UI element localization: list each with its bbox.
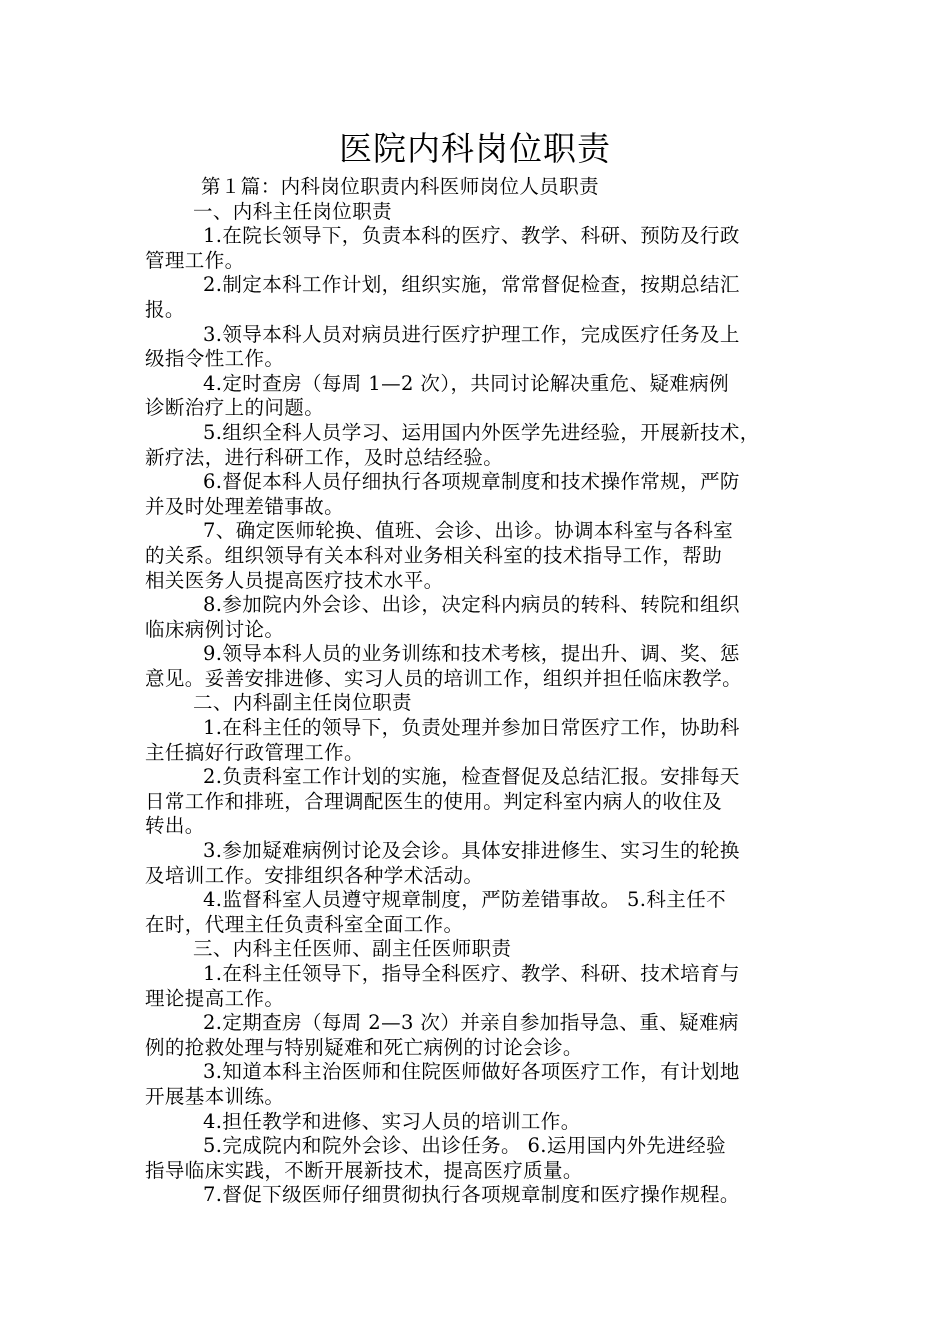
paragraph-line: 例的抢救处理与特别疑难和死亡病例的讨论会诊。 [145,1035,583,1059]
paragraph-line: 1.在科主任领导下，指导全科医疗、教学、科研、技术培育与 [203,962,740,985]
paragraph-line: 意见。妥善安排进修、实习人员的培训工作，组织并担任临床教学。 [145,666,743,690]
paragraph-line: 主任搞好行政管理工作。 [145,740,364,764]
paragraph-line: 级指令性工作。 [145,347,285,371]
paragraph-line: 临床病例讨论。 [145,617,285,641]
document-subtitle: 第１篇：内科岗位职责内科医师岗位人员职责 [201,175,600,198]
paragraph-line: 1.在院长领导下，负责本科的医疗、教学、科研、预防及行政 [203,224,740,248]
paragraph-line: 新疗法，进行科研工作，及时总结经验。 [145,445,504,469]
section-heading-3: 三、内科主任医师、副主任医师职责 [193,937,512,961]
paragraph-line: 指导临床实践，不断开展新技术，提高医疗质量。 [145,1158,583,1182]
paragraph-line: 6.督促本科人员仔细执行各项规章制度和技术操作常规，严防 [203,470,740,494]
paragraph-line: 3.领导本科人员对病员进行医疗护理工作，完成医疗任务及上 [203,322,740,346]
paragraph-line: 5.完成院内和院外会诊、出诊任务。 6.运用国内外先进经验 [203,1134,727,1158]
paragraph-line: 8.参加院内外会诊、出诊，决定科内病员的转科、转院和组织 [203,593,740,617]
document-title: 医院内科岗位职责 [339,129,611,168]
paragraph-line: 2.定期查房（每周 2—3 次）并亲自参加指导急、重、疑难病 [203,1011,739,1035]
section-heading-1: 一、内科主任岗位职责 [193,199,393,223]
paragraph-line: 诊断治疗上的问题。 [145,396,325,420]
paragraph-line: 在时，代理主任负责科室全面工作。 [145,912,464,936]
paragraph-line: 转出。 [145,814,205,838]
paragraph-line: 2.制定本科工作计划，组织实施，常常督促检查，按期总结汇 [203,273,740,297]
paragraph-line: 9.领导本科人员的业务训练和技术考核，提出升、调、奖、惩 [203,642,740,666]
paragraph-line: 开展基本训练。 [145,1084,285,1108]
paragraph-line: 的关系。组织领导有关本科对业务相关科室的技术指导工作，帮助 [145,543,723,567]
paragraph-line: 及培训工作。安排组织各种学术活动。 [145,863,484,887]
paragraph-line: 3.参加疑难病例讨论及会诊。具体安排进修生、实习生的轮换 [203,839,740,863]
paragraph-line: 1.在科主任的领导下，负责处理并参加日常医疗工作，协助科 [203,716,740,740]
paragraph-line: 日常工作和排班，合理调配医生的使用。判定科室内病人的收住及 [145,789,723,813]
paragraph-line: 3.知道本科主治医师和住院医师做好各项医疗工作，有计划地 [203,1060,740,1084]
paragraph-line: 相关医务人员提高医疗技术水平。 [145,568,444,592]
paragraph-line: 7、确定医师轮换、值班、会诊、出诊。协调本科室与各科室 [203,519,734,543]
paragraph-line: 报。 [145,297,185,321]
paragraph-line: 4.监督科室人员遵守规章制度，严防差错事故。 5.科主任不 [203,888,727,912]
paragraph-line: 理论提高工作。 [145,986,285,1010]
document-body [145,175,815,1208]
paragraph-line: 4.定时查房（每周 1—2 次），共同讨论解决重危、疑难病例 [203,371,730,395]
paragraph-line: 2.负责科室工作计划的实施，检查督促及总结汇报。安排每天 [203,765,740,789]
section-heading-2: 二、内科副主任岗位职责 [193,691,412,715]
paragraph-line: 5.组织全科人员学习、运用国内外医学先进经验，开展新技术， [203,420,760,444]
paragraph-line: 并及时处理差错事故。 [145,494,345,518]
paragraph-line: 管理工作。 [145,248,245,272]
paragraph-line: 7.督促下级医师仔细贯彻执行各项规章制度和医疗操作规程。 [203,1183,740,1207]
paragraph-line: 4.担任教学和进修、实习人员的培训工作。 [203,1109,581,1133]
